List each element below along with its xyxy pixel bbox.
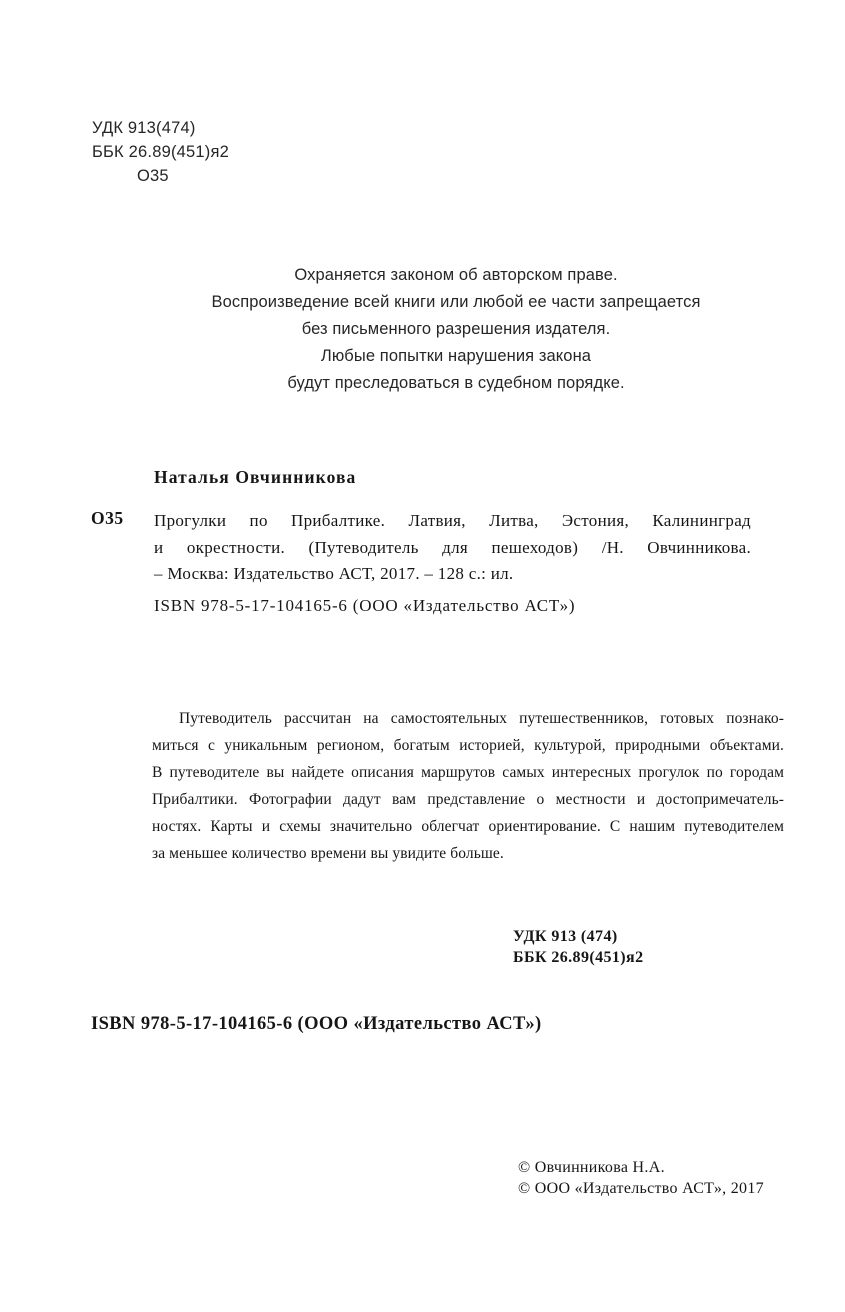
udk-code-top: УДК 913(474) — [92, 119, 196, 137]
annotation-line: за меньшее количество времени вы увидите больше. — [152, 845, 504, 862]
legal-notice-line: Охраняется законом об авторском праве. — [294, 266, 618, 284]
legal-notice — [119, 262, 793, 397]
isbn-main-line: ISBN 978-5-17-104165-6 (ООО «Издательство АСТ») — [91, 1014, 542, 1034]
catalog-entry-line: – Москва: Издательство АСТ, 2017. – 128 с.: ил. — [154, 564, 514, 583]
top-classification-codes — [92, 116, 229, 188]
copyright-holders — [518, 1157, 764, 1199]
catalog-entry — [154, 508, 751, 588]
author-name: Наталья Овчинникова — [154, 467, 357, 487]
udk-code-bottom: УДК 913 (474) — [513, 928, 618, 945]
legal-notice-line: без письменного разрешения издателя. — [301, 320, 611, 338]
annotation-line: Прибалтики. Фотографии дадут вам представление о местности и достопримечатель- — [152, 791, 784, 808]
annotation-line: миться с уникальным регионом, богатым историей, культурой, природными объектами. — [152, 737, 784, 754]
catalog-entry-line: и окрестности. (Путеводитель для пешеходов) /Н. Овчинникова. — [154, 537, 751, 557]
annotation-line: В путеводителе вы найдете описания маршрутов самых интересных прогулок по городам — [152, 764, 784, 781]
bbk-code-top: ББК 26.89(451)я2 — [92, 143, 229, 161]
annotation-paragraph — [152, 705, 784, 867]
bbk-code-bottom: ББК 26.89(451)я2 — [513, 948, 644, 966]
author-sign-top: О35 — [137, 167, 169, 185]
annotation-line: ностях. Карты и схемы значительно облегчат ориентирование. С нашим путеводителем — [152, 818, 784, 835]
legal-notice-line: Воспроизведение всей книги или любой ее части запрещается — [211, 293, 701, 311]
legal-notice-line: Любые попытки нарушения закона — [320, 347, 592, 365]
catalog-entry-line: Прогулки по Прибалтике. Латвия, Литва, Эстония, Калининград — [154, 511, 751, 530]
annotation-line: Путеводитель рассчитан на самостоятельных путешественников, готовых познако- — [179, 710, 784, 727]
legal-notice-line: будут преследоваться в судебном порядке. — [287, 374, 625, 392]
copyright-line-publisher: © ООО «Издательство АСТ», 2017 — [518, 1180, 764, 1197]
isbn-entry-line: ISBN 978-5-17-104165-6 (ООО «Издательство АСТ») — [154, 596, 576, 615]
copyright-line-author: © Овчинникова Н.А. — [518, 1159, 665, 1176]
bottom-classification-codes — [513, 927, 643, 968]
author-sign-entry: О35 — [91, 508, 124, 528]
